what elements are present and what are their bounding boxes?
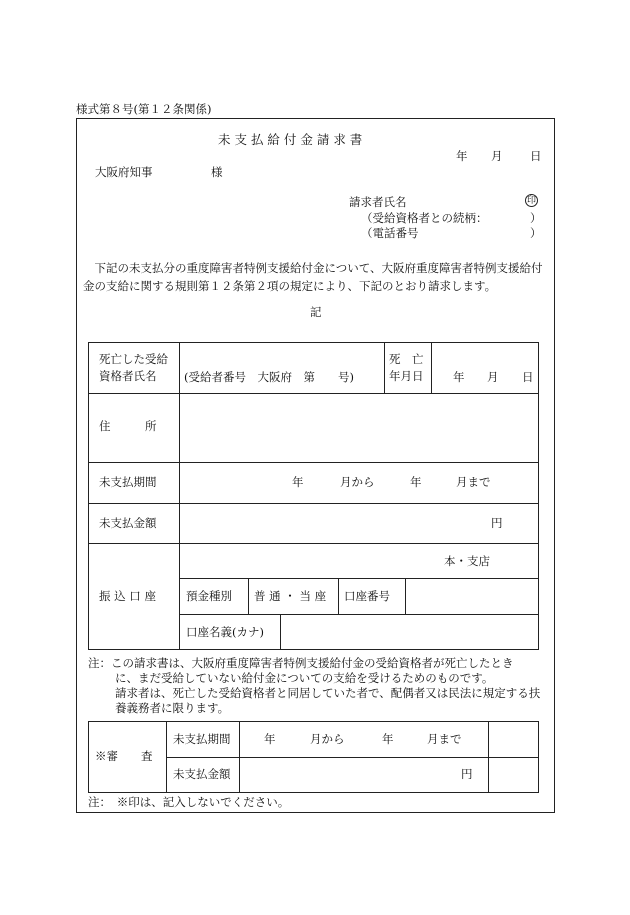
review-period-label: 未支払期間: [173, 732, 231, 746]
note-line-3: 請求者は、死亡した受給資格者と同居していた者で、配偶者又は民法に規定する扶: [115, 686, 541, 700]
seal-mark: 印: [526, 196, 536, 206]
body-text: [83, 259, 553, 295]
date-month-label: 月: [491, 149, 503, 163]
form-title: 未 支 払 給 付 金 請 求 書: [218, 132, 363, 147]
period-year-1: 年: [292, 475, 304, 489]
body-line-1: 下記の未支払分の重度障害者特例支援給付金について、大阪府重度障害者特例支援給付: [83, 261, 543, 275]
review-amount-label: 未支払金額: [173, 767, 231, 781]
death-day: 日: [522, 370, 534, 384]
death-year: 年: [453, 370, 465, 384]
recipient-number-text: (受給者番号 大阪府 第 号): [184, 370, 354, 384]
deceased-label-1: 死亡した受給: [99, 352, 168, 366]
period-from: 月から: [340, 475, 375, 489]
deceased-label-2: 資格者氏名: [99, 369, 157, 383]
period-to: 月まで: [456, 475, 491, 489]
review-amount-unit: 円: [461, 767, 473, 781]
relation-close: ）: [530, 211, 542, 225]
death-label-1: 死 亡: [389, 352, 424, 366]
period-year-2: 年: [410, 475, 422, 489]
deposit-type-value: 普 通 ・ 当 座: [254, 589, 327, 603]
address-label: 住 所: [99, 419, 157, 433]
period-label: 未支払期間: [99, 475, 157, 489]
phone-label: （電話番号: [361, 226, 419, 240]
claimant-name-label: 請求者氏名: [349, 195, 407, 209]
review-to: 月まで: [427, 732, 462, 746]
phone-close: ）: [530, 226, 542, 240]
review-year-1: 年: [264, 732, 276, 746]
relation-label: （受給資格者との続柄：: [361, 211, 488, 225]
ki-mark: 記: [310, 305, 322, 319]
deposit-type-label: 預金種別: [186, 589, 232, 603]
note-line-4: 養義務者に限ります。: [115, 701, 230, 715]
death-month: 月: [487, 370, 499, 384]
review-from: 月から: [310, 732, 345, 746]
amount-label: 未支払金額: [99, 516, 157, 530]
branch-label: 本・支店: [444, 554, 490, 568]
note-line-1: 注：この請求書は、大阪府重度障害者特例支援給付金の受給資格者が死亡したとき: [88, 656, 514, 670]
review-label: ※審 査: [95, 749, 153, 763]
addressee-name: 大阪府知事: [95, 165, 153, 179]
review-year-2: 年: [382, 732, 394, 746]
claim-table: [88, 342, 539, 650]
date-day-label: 日: [530, 149, 542, 163]
transfer-account-label: 振 込 口 座: [99, 589, 156, 603]
note-line-2: に、まだ受給していない給付金についての支給を受けるためのものです。: [115, 671, 494, 685]
footer-note: 注： ※印は、記入しないでください。: [88, 795, 290, 809]
body-line-2: 金の支給に関する規則第１２条第２項の規定により、下記のとおり請求します。: [83, 279, 497, 293]
form-number: 様式第８号(第１２条関係): [76, 102, 212, 116]
account-name-label: 口座名義(カナ): [186, 625, 264, 639]
amount-unit: 円: [491, 516, 503, 530]
date-year-label: 年: [456, 149, 468, 163]
account-number-label: 口座番号: [344, 589, 390, 603]
death-label-2: 年月日: [389, 369, 424, 383]
addressee-honorific: 様: [211, 165, 223, 179]
